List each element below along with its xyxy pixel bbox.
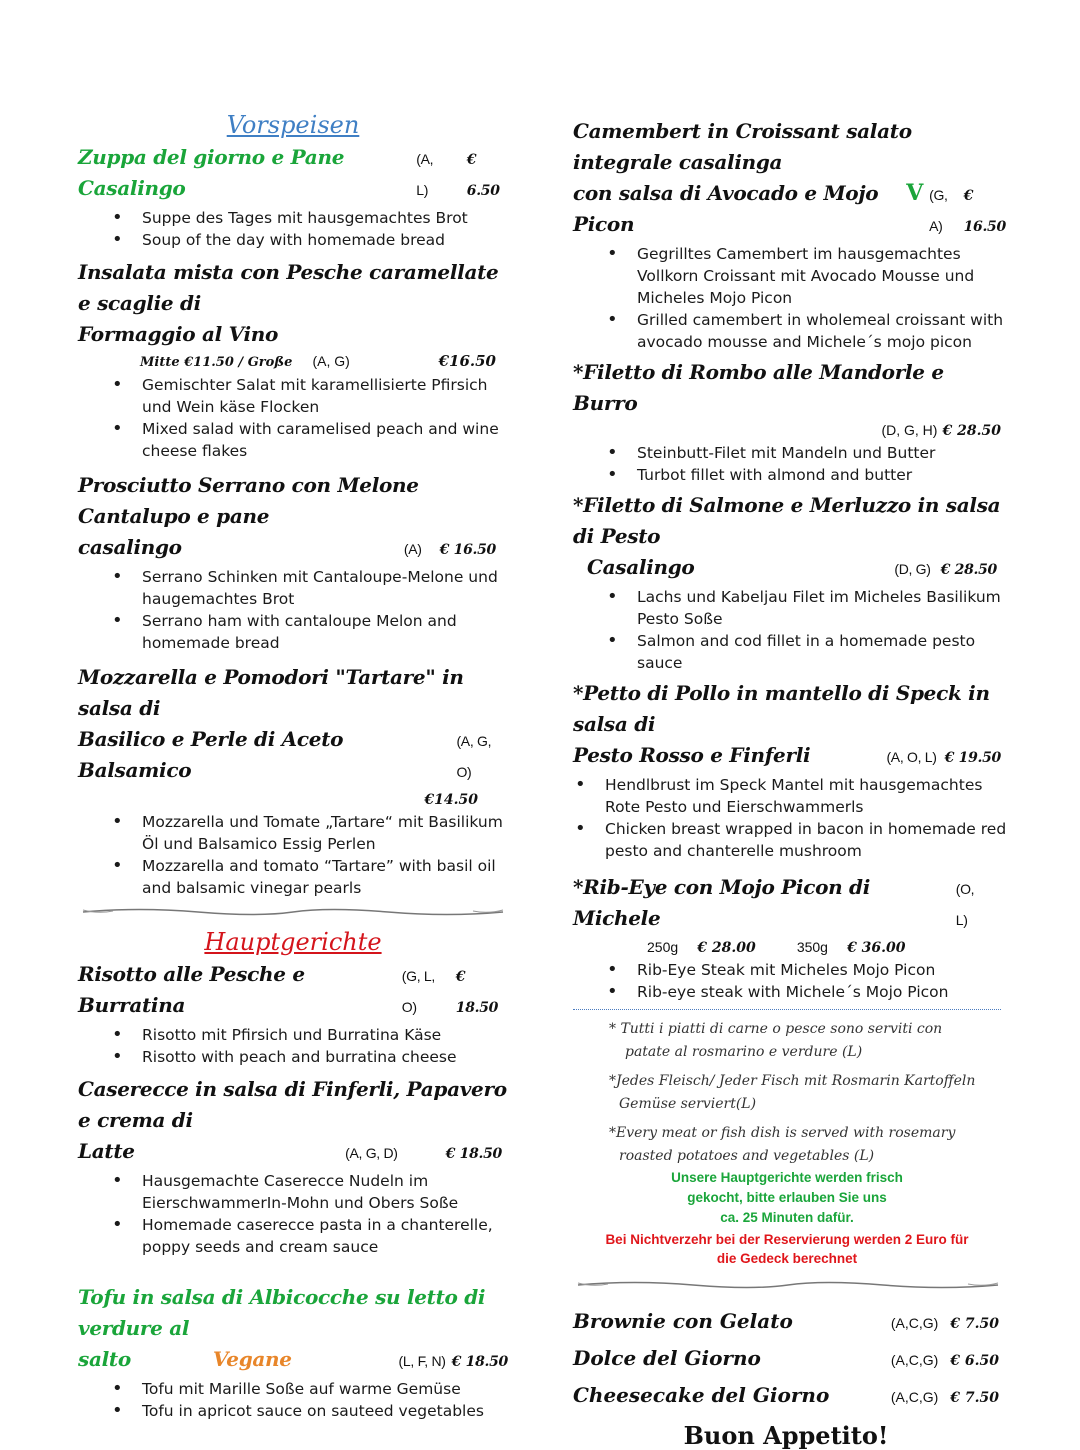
dish-name: Camembert in Croissant salato integrale casalinga xyxy=(573,119,912,174)
dish-name: Caserecce in salsa di Finferli, Papavero e crema di xyxy=(78,1077,507,1132)
divider-flourish xyxy=(78,905,508,919)
price: € 19.50 xyxy=(944,750,1001,766)
allergens: (D, G, H) xyxy=(881,422,938,438)
side-dish-notes: * Tutti i piatti di carne o pesce sono serviti con patate al rosmarino e verdure (L) *Jedes Fleisch/ Jeder Fisch mit Rosmarin Kartoffeln Gemüse serviert(L) *Every meat or fish dish is served with rosemary roasted potatoes and vegetables (L) xyxy=(573,1018,1013,1168)
price: € 16.50 xyxy=(439,542,496,558)
dish-name: Insalata mista con Pesche caramellate e scaglie di xyxy=(78,260,499,315)
note-italian-2: patate al rosmarino e verdure (L) xyxy=(625,1044,863,1060)
description: • Mozzarella und Tomate „Tartare“ mit Basilikum Öl und Balsamico Essig Perlen xyxy=(142,811,508,855)
dish-tofu xyxy=(78,1282,508,1422)
dish-name: *Filetto di Salmone e Merluzzo in salsa di Pesto xyxy=(573,493,1001,548)
dish-insalata xyxy=(78,257,508,462)
dish-name: Prosciutto Serrano con Melone Cantalupo e pane xyxy=(78,473,419,528)
vegetarian-tag: V xyxy=(906,180,924,206)
dessert-name: Brownie con Gelato xyxy=(573,1309,793,1333)
description: • Suppe des Tages mit hausgemachtes Brot xyxy=(142,207,508,229)
dish-name: *Petto di Pollo in mantello di Speck in salsa di xyxy=(573,681,990,736)
description: • Steinbutt-Filet mit Mandeln und Butter xyxy=(637,442,1013,464)
description: • Rib-Eye Steak mit Micheles Mojo Picon xyxy=(637,959,1013,981)
dish-camembert xyxy=(573,116,1013,353)
dish-name-2: casalingo xyxy=(78,535,182,559)
dessert-item xyxy=(573,1304,999,1341)
price: € 28.50 xyxy=(942,423,1001,439)
allergens: (A, O, L) xyxy=(886,749,937,765)
dish-name-2: Basilico e Perle di Aceto Balsamico xyxy=(78,727,344,782)
right-column xyxy=(573,116,1013,1450)
price: € 6.50 xyxy=(950,1353,999,1369)
dish-name: Risotto alle Pesche e Burratina xyxy=(78,962,305,1017)
note-english: Every meat or fish dish is served with rosemary xyxy=(616,1125,956,1141)
description: • Rib-eye steak with Michele´s Mojo Picon xyxy=(637,981,1013,1003)
note-italian: Tutti i piatti di carne o pesce sono serviti con xyxy=(620,1021,943,1037)
price: € 7.50 xyxy=(950,1316,999,1332)
description: • Grilled camembert in wholemeal croissant with avocado mousse and Michele´s mojo picon xyxy=(637,309,1013,353)
price-350: € 36.00 xyxy=(847,940,906,956)
allergens: (A, G) xyxy=(312,353,350,369)
description: • Homemade caserecce pasta in a chanterelle, poppy seeds and cream sauce xyxy=(142,1214,508,1258)
size-250: 250g xyxy=(647,939,679,955)
dish-ribeye xyxy=(573,872,1013,1003)
dish-caserecce xyxy=(78,1074,508,1258)
price: € 18.50 xyxy=(455,969,499,1016)
freshly-cooked-note: Unsere Hauptgerichte werden frisch xyxy=(671,1170,903,1185)
allergens: (A, L) xyxy=(416,151,434,198)
dish-name-2: Latte xyxy=(78,1139,135,1163)
allergens: (A,C,G) xyxy=(890,1315,939,1331)
allergens: (D, G) xyxy=(894,561,931,577)
dish-pollo xyxy=(573,678,1013,862)
dish-name-2: con salsa di Avocado e Mojo Picon xyxy=(573,181,879,236)
dish-name-2: salto xyxy=(78,1347,131,1371)
dish-rombo xyxy=(573,357,1013,486)
freshly-cooked-note-2: gekocht, bitte erlauben Sie uns xyxy=(687,1190,887,1205)
desserts xyxy=(573,1304,999,1415)
dish-salmone xyxy=(573,490,1013,674)
dotted-divider xyxy=(573,1009,1001,1010)
size-350: 350g xyxy=(796,939,828,955)
dessert-name: Dolce del Giorno xyxy=(573,1346,761,1370)
allergens: (G, A) xyxy=(929,187,948,234)
allergens: (A,C,G) xyxy=(890,1352,939,1368)
allergens: (L, F, N) xyxy=(398,1353,446,1369)
dish-risotto xyxy=(78,959,508,1068)
dish-name-2: Casalingo xyxy=(587,555,695,579)
dessert-item xyxy=(573,1341,999,1378)
description: • Turbot fillet with almond and butter xyxy=(637,464,1013,486)
freshly-cooked-note-3: ca. 25 Minuten dafür. xyxy=(720,1210,854,1225)
note-english-2: roasted potatoes and vegetables (L) xyxy=(619,1148,875,1164)
allergens: (A) xyxy=(403,541,422,557)
description: • Hausgemachte Caserecce Nudeln im EierschwammerIn-Mohn und Obers Soße xyxy=(142,1170,508,1214)
description: • Tofu mit Marille Soße auf warme Gemüse xyxy=(142,1378,508,1400)
dish-mozzarella xyxy=(78,662,508,899)
price: € 18.50 xyxy=(445,1146,502,1162)
note-german-2: Gemüse serviert(L) xyxy=(619,1096,757,1112)
dish-name: Zuppa del giorno e Pane Casalingo xyxy=(78,145,345,200)
section-title-vorspeisen: Vorspeisen xyxy=(226,111,360,139)
dish-name: Mozzarella e Pomodori "Tartare" in salsa di xyxy=(78,665,464,720)
description: • Hendlbrust im Speck Mantel mit hausgemachtes Rote Pesto und Eierschwammerls xyxy=(605,774,1013,818)
allergens: (O, L) xyxy=(955,881,975,928)
price: € 6.50 xyxy=(466,152,500,199)
description: • Tofu in apricot sauce on sauteed vegetables xyxy=(142,1400,508,1422)
dish-name: *Filetto di Rombo alle Mandorle e Burro xyxy=(573,360,944,415)
left-column xyxy=(78,108,508,1422)
description: • Gegrilltes Camembert im hausgemachtes Vollkorn Croissant mit Avocado Mousse und Micheles Mojo Picon xyxy=(637,243,1013,309)
dish-name: *Rib-Eye con Mojo Picon di Michele xyxy=(573,875,870,930)
price: € 16.50 xyxy=(963,188,1006,235)
dish-name-2: Pesto Rosso e Finferli xyxy=(573,743,811,767)
price: € 7.50 xyxy=(950,1390,999,1406)
dish-zuppa xyxy=(78,142,508,251)
description: • Risotto mit Pfirsich und Burratina Käse xyxy=(142,1024,508,1046)
description: • Serrano Schinken mit Cantaloupe-Melone und haugemachtes Brot xyxy=(142,566,508,610)
description: • Soup of the day with homemade bread xyxy=(142,229,508,251)
closing-text: Buon Appetito! xyxy=(683,1421,889,1450)
allergens: (G, L, O) xyxy=(401,968,435,1015)
description: • Salmon and cod fillet in a homemade pesto sauce xyxy=(637,630,1013,674)
price-250: € 28.00 xyxy=(697,940,756,956)
dessert-item xyxy=(573,1378,999,1415)
divider-flourish xyxy=(573,1278,1013,1292)
allergens: (A, G, D) xyxy=(345,1145,398,1161)
description: • Mixed salad with caramelised peach and wine cheese flakes xyxy=(142,418,508,462)
section-title-hauptgerichte: Hauptgerichte xyxy=(204,928,382,956)
description: • Lachs und Kabeljau Filet im Micheles Basilikum Pesto Soße xyxy=(637,586,1013,630)
cover-charge-note-2: die Gedeck berechnet xyxy=(716,1251,858,1266)
description: • Gemischter Salat mit karamellisierte Pfirsich und Wein käse Flocken xyxy=(142,374,508,418)
price: € 18.50 xyxy=(451,1354,508,1370)
cover-charge-note: Bei Nichtverzehr bei der Reservierung werden 2 Euro für xyxy=(605,1232,969,1247)
vegan-tag: Vegane xyxy=(212,1347,292,1371)
dish-prosciutto xyxy=(78,470,508,654)
dessert-name: Cheesecake del Giorno xyxy=(573,1383,830,1407)
note-german: Jedes Fleisch/ Jeder Fisch mit Rosmarin Kartoffeln xyxy=(616,1073,976,1089)
description: • Serrano ham with cantaloupe Melon and homemade bread xyxy=(142,610,508,654)
description: • Risotto with peach and burratina cheese xyxy=(142,1046,508,1068)
size-price: Mitte €11.50 / Große xyxy=(140,355,293,370)
price: €14.50 xyxy=(424,792,478,808)
dish-name-2: Formaggio al Vino xyxy=(78,322,279,346)
price: €16.50 xyxy=(438,352,496,370)
allergens: (A,C,G) xyxy=(890,1389,939,1405)
dish-name: Tofu in salsa di Albicocche su letto di verdure al xyxy=(78,1285,486,1340)
price: € 28.50 xyxy=(940,562,997,578)
description: • Chicken breast wrapped in bacon in homemade red pesto and chanterelle mushroom xyxy=(605,818,1013,862)
description: • Mozzarella and tomato “Tartare” with basil oil and balsamic vinegar pearls xyxy=(142,855,508,899)
allergens: (A, G, O) xyxy=(456,733,492,780)
